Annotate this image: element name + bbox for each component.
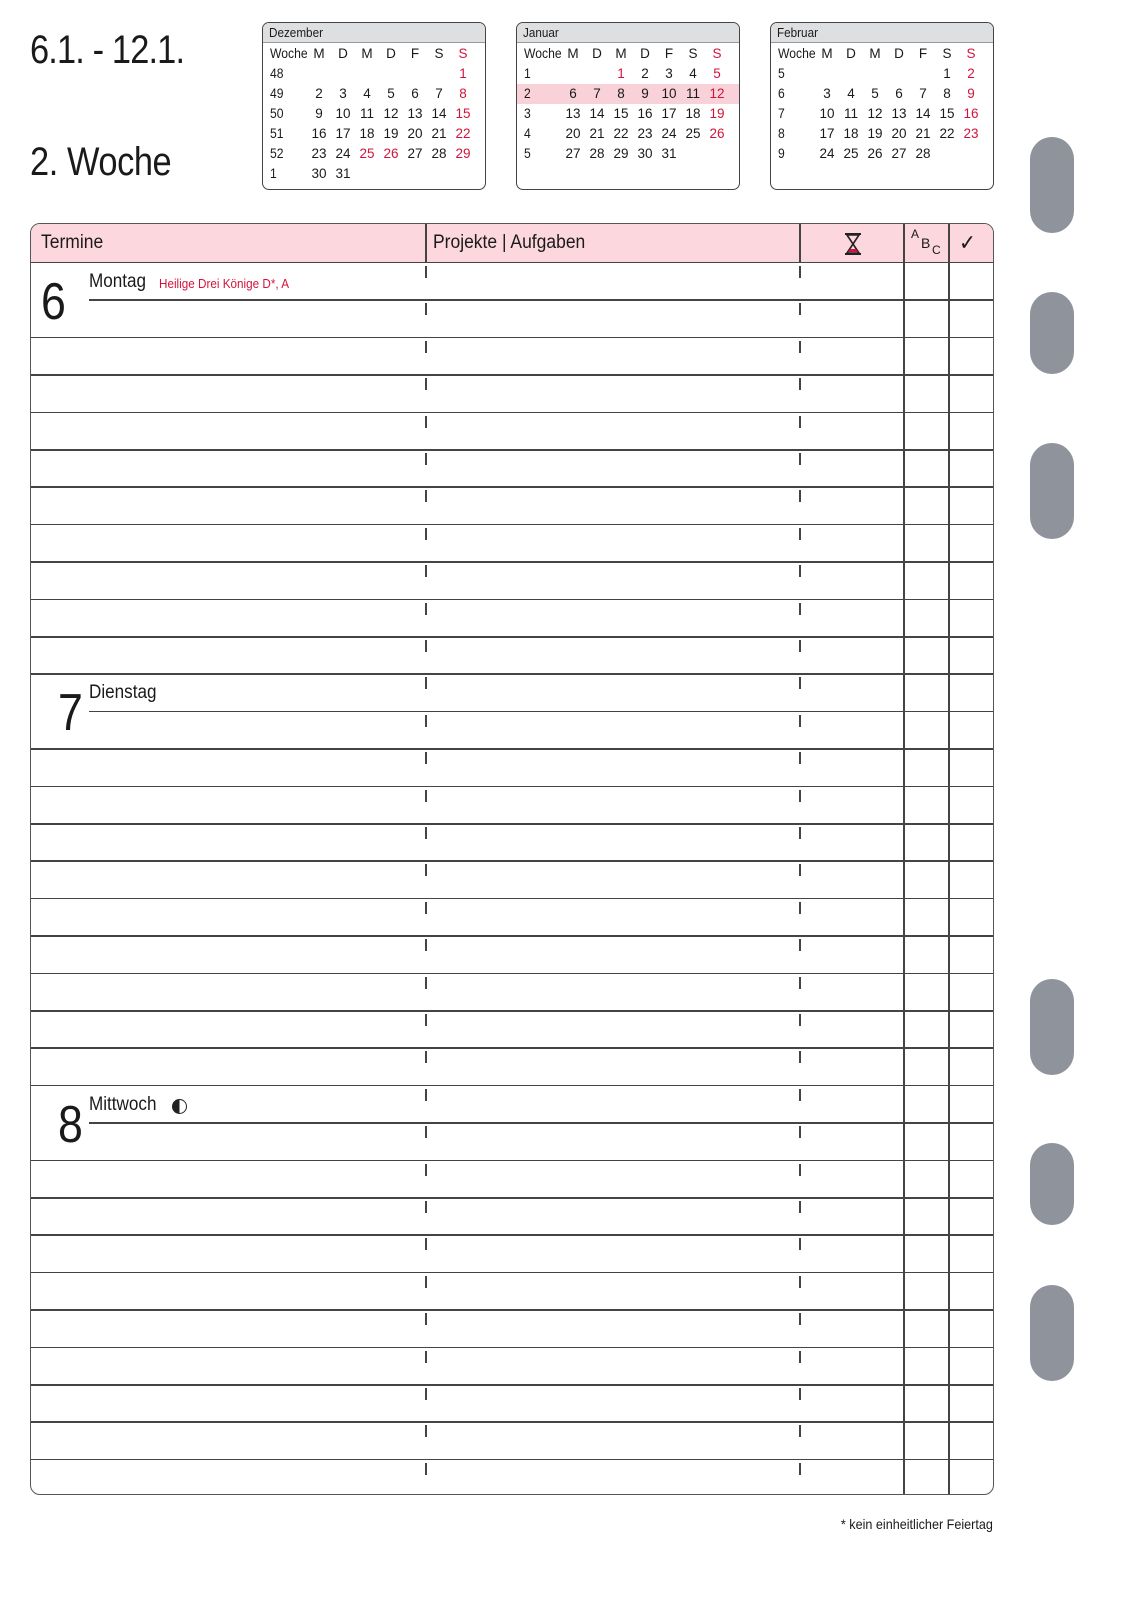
calendar-day: 11 <box>843 106 858 121</box>
termine-tick <box>425 1425 427 1437</box>
weekday-label: Woche <box>270 46 308 61</box>
mini-calendar-week-row <box>517 64 739 84</box>
calendar-day: 22 <box>455 126 471 141</box>
calendar-day: 27 <box>565 146 581 161</box>
weekday-label: S <box>712 46 722 61</box>
calendar-day: 1 <box>943 66 951 81</box>
row-line <box>31 1197 993 1199</box>
day-number: 8 <box>58 1095 83 1154</box>
mini-calendar-week-row <box>771 64 993 84</box>
projekte-tick <box>799 1089 801 1101</box>
projekte-tick <box>799 752 801 764</box>
mini-calendar-week-row <box>263 84 485 104</box>
calendar-day: 27 <box>407 146 423 161</box>
projekte-tick <box>799 790 801 802</box>
termine-tick <box>425 864 427 876</box>
termine-tick <box>425 453 427 465</box>
row-line <box>31 748 993 750</box>
calendar-day: 20 <box>891 126 907 141</box>
termine-tick <box>425 640 427 652</box>
calendar-day: 11 <box>359 106 374 121</box>
mini-calendar-title-bar <box>517 23 739 43</box>
termine-tick <box>425 490 427 502</box>
mini-calendar-week-row <box>263 104 485 124</box>
week-number: 3 <box>524 106 531 121</box>
calendar-day: 26 <box>709 126 725 141</box>
calendar-day: 7 <box>919 86 927 101</box>
weekday-label: F <box>664 46 674 61</box>
calendar-day: 10 <box>335 106 351 121</box>
row-line <box>31 1272 993 1274</box>
calendar-day: 1 <box>617 66 625 81</box>
projekte-tick <box>799 1164 801 1176</box>
calendar-day: 19 <box>867 126 883 141</box>
row-line <box>31 449 993 451</box>
termine-header: Termine <box>41 232 104 253</box>
abc-column-divider <box>903 224 905 1494</box>
termine-tick <box>425 303 427 315</box>
day-name-rule <box>89 299 993 301</box>
termine-tick <box>425 341 427 353</box>
termine-tick <box>425 1313 427 1325</box>
weekday-label: D <box>592 46 602 61</box>
index-tab <box>1030 443 1074 539</box>
projekte-tick <box>799 864 801 876</box>
projekte-tick <box>799 640 801 652</box>
calendar-day: 4 <box>363 86 371 101</box>
termine-tick <box>425 1126 427 1138</box>
weekday-label: D <box>386 46 396 61</box>
calendar-day: 13 <box>407 106 423 121</box>
calendar-day: 3 <box>339 86 347 101</box>
calendar-day: 24 <box>819 146 835 161</box>
week-number: 48 <box>270 66 284 81</box>
day-number: 7 <box>58 684 83 743</box>
calendar-day: 13 <box>565 106 581 121</box>
weekday-label: S <box>942 46 952 61</box>
index-tab <box>1030 137 1074 233</box>
row-line <box>31 524 993 526</box>
calendar-day: 15 <box>939 106 955 121</box>
week-number: 5 <box>778 66 785 81</box>
calendar-day: 20 <box>407 126 423 141</box>
termine-tick <box>425 416 427 428</box>
calendar-day: 16 <box>311 126 327 141</box>
calendar-day: 1 <box>459 66 467 81</box>
mini-calendar-title-bar <box>771 23 993 43</box>
projekte-tick <box>799 1051 801 1063</box>
row-line <box>31 486 993 488</box>
projekte-tick <box>799 1014 801 1026</box>
mini-calendar-month-name: Januar <box>523 25 559 40</box>
planner-table <box>30 223 994 1495</box>
week-number: 4 <box>524 126 531 141</box>
day-name: Montag <box>89 271 147 292</box>
calendar-day: 16 <box>963 106 979 121</box>
mini-calendar-week-row <box>517 104 739 124</box>
weekday-label: M <box>821 46 833 61</box>
calendar-day: 24 <box>661 126 677 141</box>
projekte-tick <box>799 1463 801 1475</box>
date-range: 6.1. - 12.1. <box>30 28 185 72</box>
mini-calendar-weekday-header <box>771 44 993 64</box>
termine-tick <box>425 603 427 615</box>
calendar-day: 28 <box>431 146 447 161</box>
termine-tick <box>425 1388 427 1400</box>
termine-divider-header <box>425 224 427 262</box>
calendar-day: 6 <box>411 86 419 101</box>
calendar-day: 9 <box>967 86 975 101</box>
termine-tick <box>425 790 427 802</box>
hourglass-icon <box>843 232 863 261</box>
day-name-rule <box>89 711 993 713</box>
mini-calendar-week-row <box>517 124 739 144</box>
projekte-tick <box>799 303 801 315</box>
projekte-tick <box>799 528 801 540</box>
calendar-day: 17 <box>335 126 351 141</box>
termine-tick <box>425 902 427 914</box>
calendar-day: 31 <box>335 166 351 181</box>
row-line <box>31 898 993 900</box>
projekte-tick <box>799 1351 801 1363</box>
row-line <box>31 973 993 975</box>
table-header <box>31 224 993 263</box>
week-number: 1 <box>270 166 277 181</box>
projekte-tick <box>799 977 801 989</box>
calendar-day: 20 <box>565 126 581 141</box>
row-line <box>31 1234 993 1236</box>
row-line <box>31 1347 993 1349</box>
row-line <box>31 1421 993 1423</box>
calendar-day: 14 <box>589 106 605 121</box>
index-tab <box>1030 979 1074 1075</box>
calendar-day: 21 <box>589 126 605 141</box>
calendar-day: 5 <box>871 86 879 101</box>
calendar-day: 28 <box>915 146 931 161</box>
mini-calendar-week-row <box>263 164 485 184</box>
calendar-day: 19 <box>709 106 725 121</box>
row-line <box>31 337 993 339</box>
calendar-day: 23 <box>637 126 653 141</box>
calendar-day: 18 <box>843 126 859 141</box>
week-number: 8 <box>778 126 785 141</box>
day-number: 6 <box>41 273 66 331</box>
row-line <box>31 1085 993 1087</box>
projekte-tick <box>799 1126 801 1138</box>
abc-priority-icon: A B C <box>911 227 941 257</box>
calendar-day: 28 <box>589 146 605 161</box>
weekday-label: M <box>313 46 325 61</box>
weekday-label: Woche <box>778 46 816 61</box>
weekday-label: S <box>458 46 468 61</box>
week-number: 5 <box>524 146 531 161</box>
weekday-label: D <box>846 46 856 61</box>
row-line <box>31 1309 993 1311</box>
projekte-tick <box>799 266 801 278</box>
mini-calendar-week-row <box>771 144 993 164</box>
projekte-tick <box>799 939 801 951</box>
projekte-tick <box>799 1425 801 1437</box>
calendar-day: 18 <box>359 126 375 141</box>
calendar-day: 6 <box>569 86 577 101</box>
termine-tick <box>425 939 427 951</box>
calendar-day: 13 <box>891 106 907 121</box>
mini-calendar-month-name: Februar <box>777 25 818 40</box>
termine-tick <box>425 715 427 727</box>
check-column-divider <box>948 224 950 1494</box>
calendar-day: 6 <box>895 86 903 101</box>
calendar-day: 21 <box>915 126 931 141</box>
row-line <box>31 935 993 937</box>
mini-calendar-week-row <box>771 104 993 124</box>
index-tab <box>1030 1143 1074 1225</box>
mini-calendar-weekday-header <box>517 44 739 64</box>
calendar-day: 5 <box>387 86 395 101</box>
week-number: 1 <box>524 66 531 81</box>
mini-calendar-dezember <box>262 22 486 190</box>
calendar-day: 23 <box>963 126 979 141</box>
calendar-day: 11 <box>685 86 700 101</box>
footnote: * kein einheitlicher Feiertag <box>841 1516 993 1532</box>
mini-calendar-week-row <box>263 144 485 164</box>
row-line <box>31 636 993 638</box>
calendar-day: 8 <box>943 86 951 101</box>
day-name: Dienstag <box>89 682 157 704</box>
calendar-day: 4 <box>847 86 855 101</box>
projekte-tick <box>799 715 801 727</box>
calendar-day: 2 <box>315 86 323 101</box>
calendar-day: 24 <box>335 146 351 161</box>
calendar-day: 2 <box>641 66 649 81</box>
mini-calendar-week-row <box>263 124 485 144</box>
mini-calendar-januar <box>516 22 740 190</box>
calendar-day: 12 <box>383 106 399 121</box>
projekte-tick <box>799 827 801 839</box>
projekte-header: Projekte | Aufgaben <box>433 232 586 253</box>
calendar-day: 14 <box>915 106 931 121</box>
projekte-tick <box>799 902 801 914</box>
termine-tick <box>425 1014 427 1026</box>
weekday-label: S <box>434 46 444 61</box>
calendar-day: 15 <box>613 106 629 121</box>
day-name-rule <box>89 1122 993 1124</box>
calendar-day: 5 <box>713 66 721 81</box>
termine-tick <box>425 1164 427 1176</box>
weekday-label: D <box>894 46 904 61</box>
termine-tick <box>425 565 427 577</box>
row-line <box>31 860 993 862</box>
calendar-day: 27 <box>891 146 907 161</box>
calendar-day: 29 <box>455 146 471 161</box>
calendar-day: 31 <box>661 146 677 161</box>
calendar-day: 8 <box>617 86 625 101</box>
index-tab <box>1030 1285 1074 1381</box>
termine-tick <box>425 1201 427 1213</box>
projekte-tick <box>799 565 801 577</box>
termine-tick <box>425 1463 427 1475</box>
calendar-day: 17 <box>661 106 677 121</box>
weekday-label: F <box>410 46 420 61</box>
row-line <box>31 1047 993 1049</box>
week-number: 50 <box>270 106 284 121</box>
calendar-day: 14 <box>431 106 447 121</box>
weekday-label: S <box>688 46 698 61</box>
projekte-tick <box>799 603 801 615</box>
termine-tick <box>425 528 427 540</box>
row-line <box>31 673 993 675</box>
calendar-day: 2 <box>967 66 975 81</box>
calendar-day: 19 <box>383 126 399 141</box>
mini-calendar-februar <box>770 22 994 190</box>
termine-tick <box>425 1276 427 1288</box>
projekte-tick <box>799 1238 801 1250</box>
calendar-day: 7 <box>593 86 601 101</box>
projekte-tick <box>799 1388 801 1400</box>
calendar-day: 22 <box>939 126 955 141</box>
row-line <box>31 374 993 376</box>
week-number: 9 <box>778 146 785 161</box>
projekte-tick <box>799 1313 801 1325</box>
calendar-day: 29 <box>613 146 629 161</box>
projekte-tick <box>799 677 801 689</box>
week-number: 7 <box>778 106 785 121</box>
week-number: 52 <box>270 146 284 161</box>
calendar-day: 4 <box>689 66 697 81</box>
done-check-header: ✓ <box>959 230 976 255</box>
termine-tick <box>425 1238 427 1250</box>
mini-calendar-week-row <box>771 84 993 104</box>
calendar-day: 3 <box>665 66 673 81</box>
row-line <box>31 1459 993 1461</box>
weekday-label: F <box>918 46 928 61</box>
termine-tick <box>425 827 427 839</box>
mini-calendar-week-row <box>263 64 485 84</box>
calendar-day: 25 <box>359 146 375 161</box>
calendar-day: 10 <box>661 86 677 101</box>
calendar-day: 26 <box>867 146 883 161</box>
weekday-label: M <box>361 46 373 61</box>
calendar-day: 9 <box>641 86 649 101</box>
weekday-label: M <box>615 46 627 61</box>
termine-tick <box>425 752 427 764</box>
projekte-tick <box>799 1201 801 1213</box>
row-line <box>31 561 993 563</box>
termine-tick <box>425 677 427 689</box>
week-number: 6 <box>778 86 785 101</box>
calendar-day: 8 <box>459 86 467 101</box>
day-name: Mittwoch <box>89 1093 157 1115</box>
calendar-day: 17 <box>819 126 835 141</box>
week-label: 2. Woche <box>30 140 172 184</box>
calendar-day: 7 <box>435 86 443 101</box>
calendar-day: 16 <box>637 106 653 121</box>
mini-calendar-week-row <box>517 144 739 164</box>
calendar-day: 25 <box>843 146 859 161</box>
calendar-day: 10 <box>819 106 835 121</box>
weekday-label: M <box>567 46 579 61</box>
row-line <box>31 1384 993 1386</box>
projekte-tick <box>799 453 801 465</box>
calendar-day: 12 <box>709 86 725 101</box>
mini-calendar-week-row <box>517 84 739 104</box>
weekday-label: D <box>640 46 650 61</box>
weekday-label: M <box>869 46 881 61</box>
projekte-divider-header <box>799 224 801 262</box>
calendar-day: 9 <box>315 106 323 121</box>
projekte-tick <box>799 341 801 353</box>
row-line <box>31 1010 993 1012</box>
mini-calendar-month-name: Dezember <box>269 25 323 40</box>
row-line <box>31 412 993 414</box>
calendar-day: 22 <box>613 126 629 141</box>
weekday-label: Woche <box>524 46 562 61</box>
termine-tick <box>425 977 427 989</box>
termine-tick <box>425 1089 427 1101</box>
projekte-tick <box>799 1276 801 1288</box>
holiday-label: Heilige Drei Könige D*, A <box>159 276 290 291</box>
mini-calendar-title-bar <box>263 23 485 43</box>
calendar-day: 23 <box>311 146 327 161</box>
calendar-day: 3 <box>823 86 831 101</box>
calendar-day: 21 <box>431 126 447 141</box>
mini-calendar-week-row <box>771 124 993 144</box>
termine-tick <box>425 266 427 278</box>
termine-tick <box>425 378 427 390</box>
row-line <box>31 786 993 788</box>
termine-tick <box>425 1051 427 1063</box>
projekte-tick <box>799 416 801 428</box>
projekte-tick <box>799 378 801 390</box>
mini-calendar-weekday-header <box>263 44 485 64</box>
week-number: 2 <box>524 86 531 101</box>
row-line <box>31 1160 993 1162</box>
calendar-day: 15 <box>455 106 471 121</box>
calendar-day: 25 <box>685 126 701 141</box>
week-number: 49 <box>270 86 284 101</box>
projekte-tick <box>799 490 801 502</box>
weekday-label: S <box>966 46 976 61</box>
weekday-label: D <box>338 46 348 61</box>
week-number: 51 <box>270 126 284 141</box>
calendar-day: 30 <box>311 166 327 181</box>
calendar-day: 12 <box>867 106 883 121</box>
calendar-day: 26 <box>383 146 399 161</box>
calendar-day: 30 <box>637 146 653 161</box>
termine-tick <box>425 1351 427 1363</box>
first-quarter-moon-icon <box>172 1099 187 1114</box>
index-tab <box>1030 292 1074 374</box>
row-line <box>31 823 993 825</box>
calendar-day: 18 <box>685 106 701 121</box>
row-line <box>31 599 993 601</box>
